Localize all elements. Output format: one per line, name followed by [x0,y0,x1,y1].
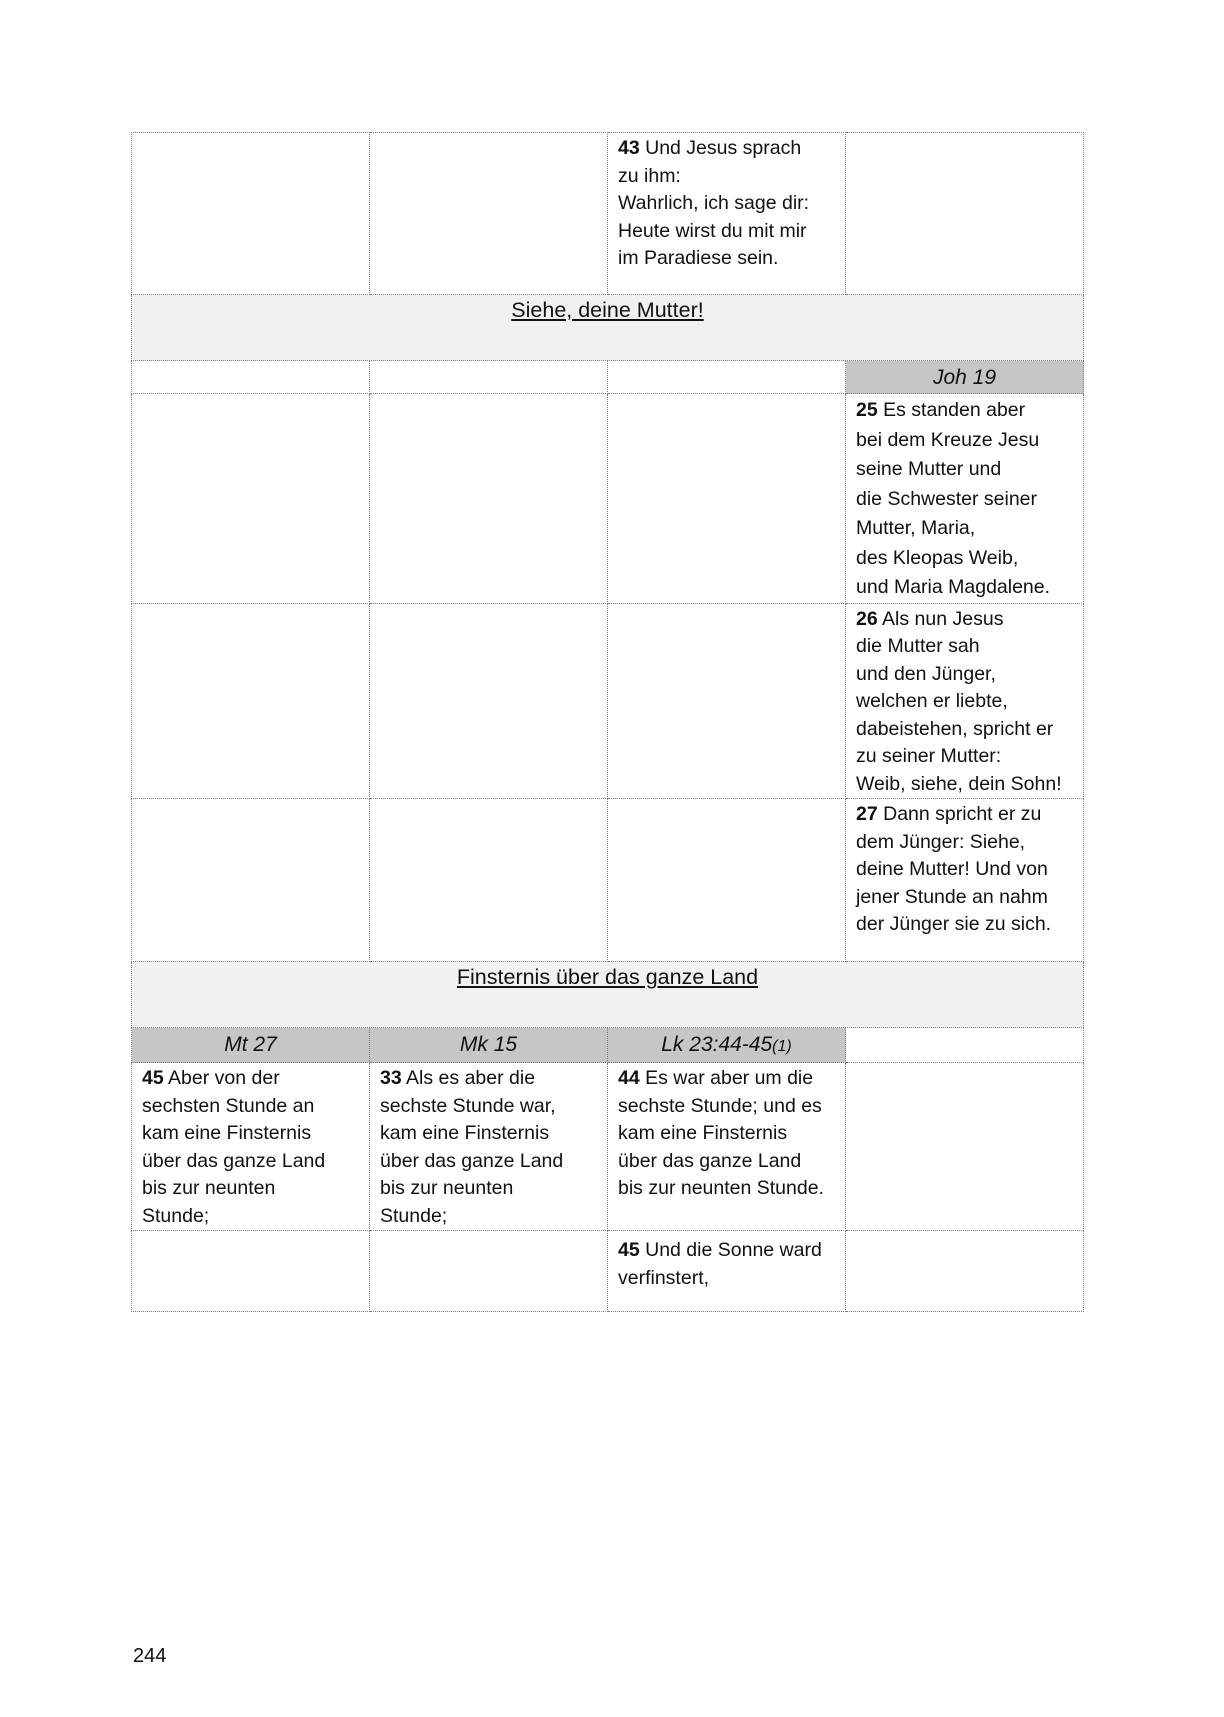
verse-number: 27 [856,803,878,825]
joh-cell [846,799,1084,962]
mt-cell [132,799,370,962]
table-row [132,1231,1084,1312]
column-header-row [132,361,1084,394]
joh-cell [846,603,1084,799]
mt-cell [132,1231,370,1312]
mk-header: Mk 15 [370,1028,608,1063]
table-row [132,394,1084,604]
verse-number: 26 [856,607,878,630]
lk-cell [608,133,846,295]
page-number: 244 [133,1645,167,1667]
lk-cell [608,603,846,799]
verse-number: 44 [618,1067,640,1089]
lk-cell [608,1231,846,1312]
verse-number: 43 [618,137,640,159]
column-header-row [132,1028,1084,1063]
table-row [132,603,1084,799]
verse-text: Es war aber um die sechste Stunde; und es kam eine Finsternis über das ganze Land bis zur neunten Stunde. [618,1067,824,1199]
mk-header-empty [370,361,608,394]
mt-header-empty [132,361,370,394]
mt-cell [132,394,370,604]
verse-text: Als es aber die sechste Stunde war, kam eine Finsternis über das ganze Land bis zur neunten Stunde; [380,1067,564,1227]
verse-number: 25 [856,399,878,421]
joh-cell [846,133,1084,295]
lk-header-note: (1) [772,1038,792,1055]
mk-cell [370,603,608,799]
table-row [132,799,1084,962]
lk-header-ref: Lk 23:44-45 [661,1033,773,1056]
verse-number: 45 [618,1239,640,1261]
mk-cell [370,1063,608,1231]
verse-number: 45 [142,1067,164,1089]
synopsis-table [131,132,1084,1312]
verse-text: Als nun Jesus die Mutter sah und den Jünger, welchen er liebte, dabeistehen, spricht er zu seiner Mutter: Weib, siehe, dein Sohn! [856,607,1062,795]
mt-cell [132,603,370,799]
lk-cell [608,394,846,604]
mt-header: Mt 27 [132,1028,370,1063]
lk-cell [608,1063,846,1231]
section-heading-row [132,295,1084,361]
verse-text: Dann spricht er zu dem Jünger: Siehe, deine Mutter! Und von jener Stunde an nahm der Jünger sie zu sich. [856,803,1052,935]
table-row [132,133,1084,295]
verse-number: 33 [380,1067,402,1089]
joh-header: Joh 19 [846,361,1084,394]
mt-cell [132,1063,370,1231]
verse-text: Und die Sonne ward verfinstert, [618,1239,822,1289]
verse-text: Aber von der sechsten Stunde an kam eine Finsternis über das ganze Land bis zur neunten Stunde; [142,1067,326,1227]
joh-header-empty [846,1028,1084,1063]
lk-header-empty [608,361,846,394]
joh-cell [846,1063,1084,1231]
verse-text: Es standen aber bei dem Kreuze Jesu seine Mutter und die Schwester seiner Mutter, Maria, des Kleopas Weib, und Maria Magdalene. [856,399,1051,598]
mt-cell [132,133,370,295]
lk-header [608,1028,846,1063]
joh-cell [846,394,1084,604]
section-title: Finsternis über das ganze Land [132,962,1084,1028]
joh-cell [846,1231,1084,1312]
mk-cell [370,799,608,962]
lk-cell [608,799,846,962]
table-row [132,1063,1084,1231]
verse-text: Und Jesus sprach zu ihm: Wahrlich, ich sage dir: Heute wirst du mit mir im Paradiese sein. [618,137,810,269]
section-heading-row [132,962,1084,1028]
section-title: Siehe, deine Mutter! [132,295,1084,361]
mk-cell [370,133,608,295]
mk-cell [370,1231,608,1312]
mk-cell [370,394,608,604]
